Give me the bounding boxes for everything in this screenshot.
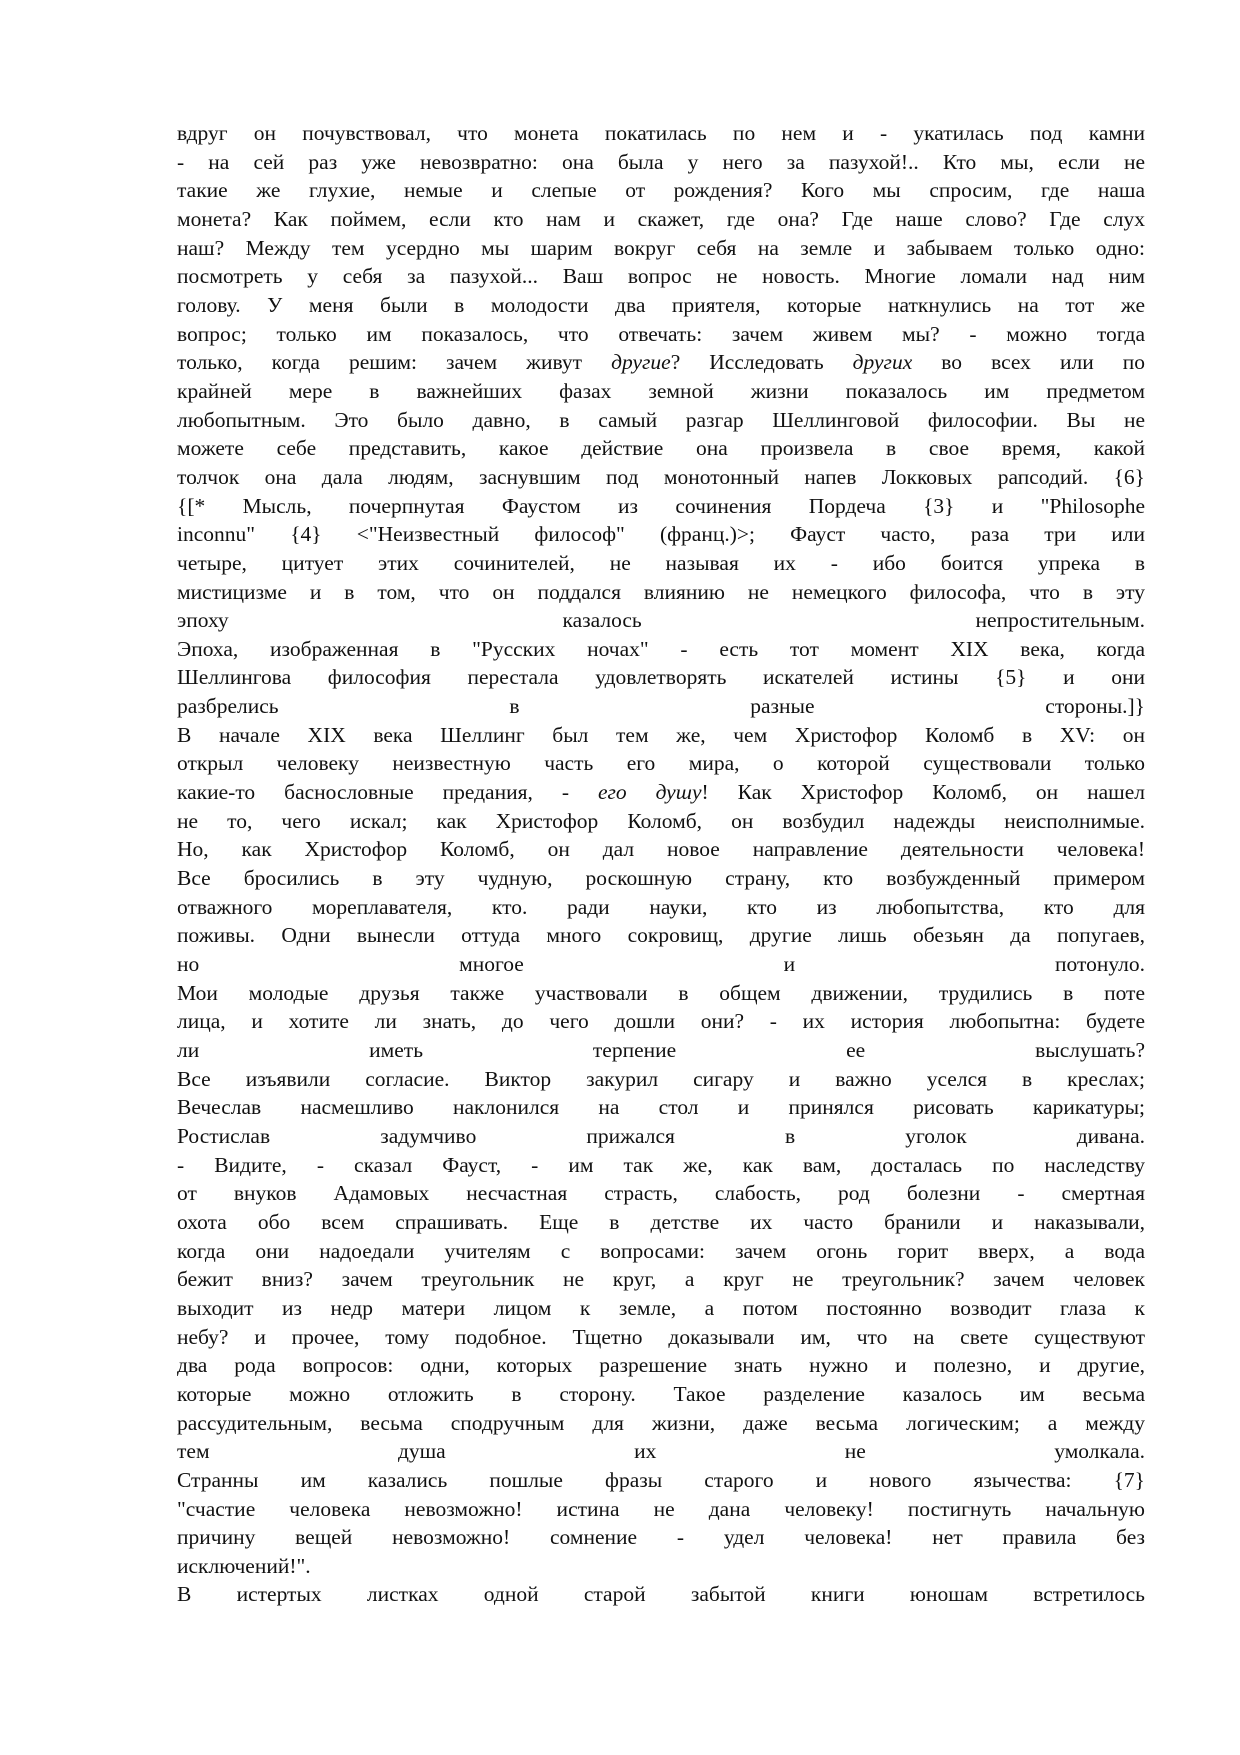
- line-text: не то, чего искал; как Христофор Коломб, он возбудил надежды неисполнимые.: [177, 808, 1145, 833]
- line-text: любопытным. Это было давно, в самый разгар Шеллинговой философии. Вы не: [177, 407, 1145, 432]
- line-text: причину вещей невозможно! сомнение - удел человека! нет правила без: [177, 1525, 1145, 1550]
- text-line: [177, 1552, 1145, 1581]
- text-line: [177, 950, 1145, 979]
- line-text: бежит вниз? зачем треугольник не круг, а круг не треугольник? зачем человек: [177, 1267, 1145, 1292]
- line-text: можете себе представить, какое действие она произвела в свое время, какой: [177, 436, 1145, 461]
- line-text: посмотреть у себя за пазухой... Ваш вопрос не новость. Многие ломали над ним: [177, 264, 1145, 289]
- line-text: поживы. Одни вынесли оттуда много сокровищ, другие лишь обезьян да попугаев,: [177, 923, 1145, 948]
- line-text: Но, как Христофор Коломб, он дал новое направление деятельности человека!: [177, 837, 1145, 862]
- text-line: [177, 749, 1145, 778]
- line-text: вдруг он почувствовал, что монета покатилась по нем и - укатилась под камни: [177, 121, 1145, 145]
- text-line: [177, 205, 1145, 234]
- text-line: [177, 835, 1145, 864]
- text-line: [177, 721, 1145, 750]
- text-line: [177, 1351, 1145, 1380]
- text-line: [177, 578, 1145, 607]
- line-text: "счастие человека невозможно! истина не дана человеку! постигнуть начальную: [177, 1496, 1145, 1521]
- italic-text: другие: [611, 350, 671, 375]
- line-text: охота обо всем спрашивать. Еще в детстве их часто бранили и наказывали,: [177, 1209, 1145, 1234]
- text-line: [177, 606, 1145, 635]
- line-text: только, когда решим: зачем живут: [177, 350, 612, 375]
- italic-text: других: [852, 350, 913, 375]
- italic-text: его душу: [597, 780, 702, 805]
- line-text: Эпоха, изображенная в "Русских ночах" - есть тот момент XIX века, когда: [177, 636, 1145, 661]
- text-line: [177, 1007, 1145, 1036]
- line-text: - на сей раз уже невозвратно: она была у него за пазухой!.. Кто мы, если не: [177, 149, 1145, 174]
- line-text: разбрелись в разные стороны.]}: [177, 694, 1145, 719]
- line-text: тем душа их не умолкала.: [177, 1439, 1145, 1464]
- text-line: [177, 1179, 1145, 1208]
- text-line: [177, 692, 1145, 721]
- line-text: Вечеслав насмешливо наклонился на стол и принялся рисовать карикатуры;: [177, 1095, 1145, 1120]
- line-text: - Видите, - сказал Фауст, - им так же, как вам, досталась по наследству: [177, 1152, 1145, 1177]
- line-text: исключений!".: [177, 1553, 311, 1578]
- line-text: которые можно отложить в сторону. Такое разделение казалось им весьма: [177, 1381, 1145, 1406]
- line-text: {[* Мысль, почерпнутая Фаустом из сочинения Пордеча {3} и "Philosophe: [177, 493, 1145, 518]
- text-line: [177, 807, 1145, 836]
- text-line: [177, 979, 1145, 1008]
- line-text: Мои молодые друзья также участвовали в общем движении, трудились в поте: [177, 980, 1145, 1005]
- text-line: [177, 1093, 1145, 1122]
- text-line: [177, 1580, 1145, 1609]
- text-line: [177, 1523, 1145, 1552]
- body-text: [177, 119, 1145, 1609]
- line-text: Шеллингова философия перестала удовлетворять искателей истины {5} и они: [177, 665, 1145, 690]
- text-line: [177, 463, 1145, 492]
- line-text: наш? Между тем усердно мы шарим вокруг себя на земле и забываем только одно:: [177, 235, 1145, 260]
- text-line: [177, 778, 1145, 807]
- text-line: [177, 893, 1145, 922]
- text-line: [177, 1065, 1145, 1094]
- text-line: [177, 1380, 1145, 1409]
- text-line: [177, 234, 1145, 263]
- text-line: [177, 148, 1145, 177]
- line-text: небу? и прочее, тому подобное. Тщетно доказывали им, что на свете существуют: [177, 1324, 1145, 1349]
- text-line: [177, 1151, 1145, 1180]
- line-text: от внуков Адамовых несчастная страсть, слабость, род болезни - смертная: [177, 1181, 1145, 1206]
- line-text: крайней мере в важнейших фазах земной жизни показалось им предметом: [177, 378, 1145, 403]
- line-text: В начале XIX века Шеллинг был тем же, чем Христофор Коломб в XV: он: [177, 722, 1145, 747]
- text-line: [177, 549, 1145, 578]
- line-text: ! Как Христофор Коломб, он нашел: [701, 780, 1146, 805]
- line-text: рассудительным, весьма сподручным для жизни, даже весьма логическим; а между: [177, 1410, 1145, 1435]
- text-line: [177, 520, 1145, 549]
- line-text: ? Исследовать: [670, 350, 853, 375]
- text-line: [177, 1323, 1145, 1352]
- line-text: четыре, цитует этих сочинителей, не называя их - ибо боится упрека в: [177, 550, 1145, 575]
- text-line: [177, 1237, 1145, 1266]
- text-line: [177, 864, 1145, 893]
- line-text: inconnu" {4} <"Неизвестный философ" (франц.)>; Фауст часто, раза три или: [177, 522, 1145, 547]
- line-text: выходит из недр матери лицом к земле, а потом постоянно возводит глаза к: [177, 1295, 1145, 1320]
- line-text: Все бросились в эту чудную, роскошную страну, кто возбужденный примером: [177, 866, 1145, 891]
- line-text: какие-то баснословные предания, -: [177, 780, 598, 805]
- line-text: В истертых листках одной старой забытой книги юношам встретилось: [177, 1582, 1145, 1607]
- line-text: но многое и потонуло.: [177, 952, 1145, 977]
- line-text: Странны им казались пошлые фразы старого и нового язычества: {7}: [177, 1467, 1145, 1492]
- text-line: [177, 348, 1145, 377]
- text-line: [177, 119, 1145, 148]
- line-text: лица, и хотите ли знать, до чего дошли они? - их история любопытна: будете: [177, 1009, 1145, 1034]
- line-text: ли иметь терпение ее выслушать?: [177, 1038, 1145, 1062]
- line-text: открыл человеку неизвестную часть его мира, о которой существовали только: [177, 751, 1145, 776]
- line-text: толчок она дала людям, заснувшим под монотонный напев Локковых рапсодий. {6}: [177, 464, 1145, 489]
- text-line: [177, 434, 1145, 463]
- text-line: [177, 663, 1145, 692]
- line-text: эпоху казалось непростительным.: [177, 608, 1145, 633]
- text-line: [177, 635, 1145, 664]
- line-text: отважного мореплавателя, кто. ради науки, кто из любопытства, кто для: [177, 894, 1145, 919]
- text-line: [177, 377, 1145, 406]
- line-text: голову. У меня были в молодости два приятеля, которые наткнулись на тот же: [177, 292, 1145, 317]
- text-line: [177, 406, 1145, 435]
- line-text: Все изъявили согласие. Виктор закурил сигару и важно уселся в креслах;: [177, 1066, 1145, 1091]
- text-line: [177, 291, 1145, 320]
- line-text: монета? Как поймем, если кто нам и скажет, где она? Где наше слово? Где слух: [177, 206, 1145, 231]
- line-text: когда они надоедали учителям с вопросами: зачем огонь горит вверх, а вода: [177, 1238, 1145, 1263]
- text-line: [177, 492, 1145, 521]
- text-line: [177, 1437, 1145, 1466]
- line-text: два рода вопросов: одни, которых разрешение знать нужно и полезно, и другие,: [177, 1353, 1145, 1378]
- text-line: [177, 1036, 1145, 1065]
- text-line: [177, 1495, 1145, 1524]
- text-line: [177, 320, 1145, 349]
- text-line: [177, 921, 1145, 950]
- text-line: [177, 1122, 1145, 1151]
- text-line: [177, 1409, 1145, 1438]
- text-line: [177, 1466, 1145, 1495]
- line-text: во всех или по: [912, 350, 1146, 375]
- text-line: [177, 1294, 1145, 1323]
- text-line: [177, 176, 1145, 205]
- line-text: вопрос; только им показалось, что отвечать: зачем живем мы? - можно тогда: [177, 321, 1145, 346]
- line-text: такие же глухие, немые и слепые от рождения? Кого мы спросим, где наша: [177, 178, 1145, 203]
- text-line: [177, 1208, 1145, 1237]
- line-text: Ростислав задумчиво прижался в уголок дивана.: [177, 1123, 1145, 1148]
- line-text: мистицизме и в том, что он поддался влиянию не немецкого философа, что в эту: [177, 579, 1145, 604]
- text-line: [177, 262, 1145, 291]
- text-line: [177, 1265, 1145, 1294]
